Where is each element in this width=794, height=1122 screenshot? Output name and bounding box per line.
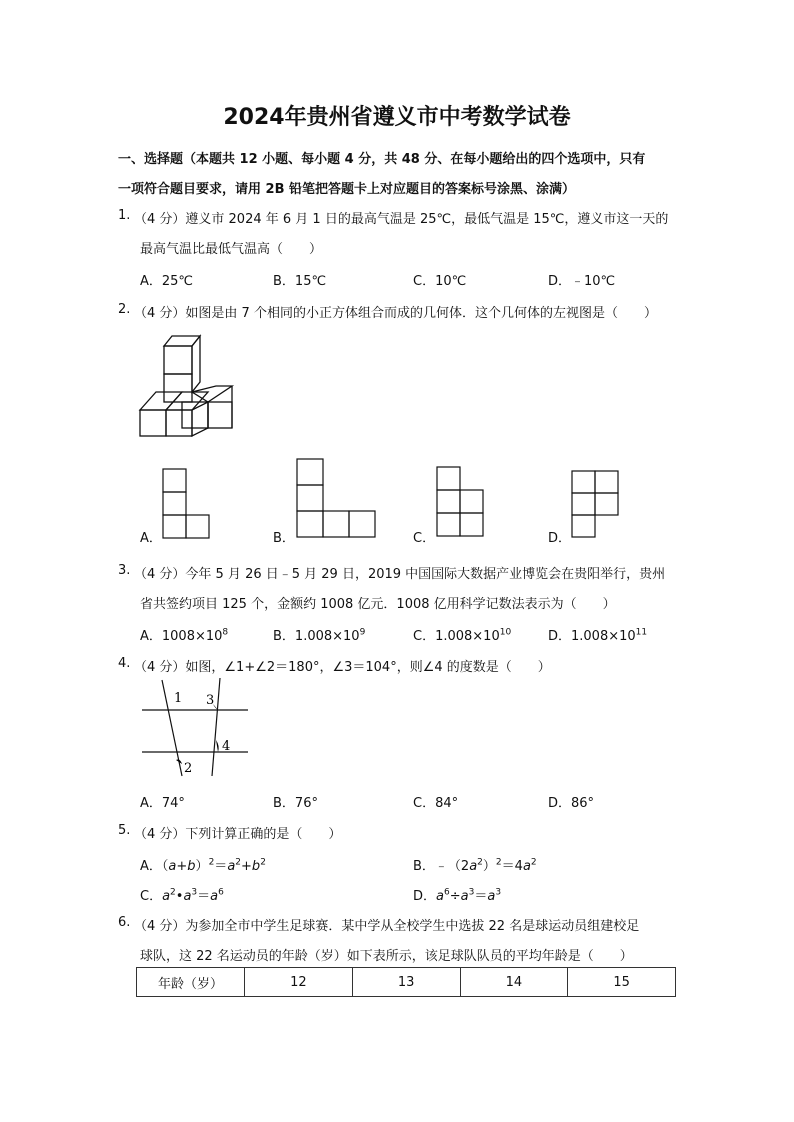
q1-option-a: A．25℃	[140, 274, 194, 289]
q2-view-c	[436, 466, 486, 540]
q4-option-d: D．86°	[548, 796, 595, 811]
q3-number: 3.	[118, 563, 131, 578]
q2-number: 2.	[118, 302, 131, 317]
cube-face	[208, 402, 232, 428]
section-heading-line1: 一、选择题（本题共 12 小题、每小题 4 分，共 48 分、在每小题给出的四个选项中，只有	[118, 152, 646, 167]
q3-option-d: D．$1.008\times 10^{11}$	[548, 627, 648, 644]
q4-angle-figure	[136, 676, 256, 780]
q1-text-line2: 最高气温比最低气温高（ ）	[140, 242, 323, 257]
angle-arc-4	[216, 740, 219, 752]
q5-option-b: B．$﹣(2a^2)^2=4a^2$	[413, 857, 537, 874]
q1-option-c: C．10℃	[413, 274, 467, 289]
table-cell: 15	[568, 968, 676, 997]
q3-option-c: C．$1.008\times 10^{10}$	[413, 627, 512, 644]
table-cell: 12	[245, 968, 353, 997]
q5-number: 5.	[118, 823, 131, 838]
cube-top	[140, 392, 182, 410]
page-title: 2024年贵州省遵义市中考数学试卷	[223, 105, 571, 130]
q2-option-d: D．	[548, 531, 572, 546]
cube-face	[140, 410, 166, 436]
q2-option-a: A．	[140, 531, 162, 546]
q5-option-a: A．$(a+b)^2=a^2+b^2$	[140, 857, 266, 874]
angle-label-3: 3	[206, 693, 215, 708]
q1-text-line1: （4 分）遵义市 2024 年 6 月 1 日的最高气温是 25℃，最低气温是 15℃，遵义市这一天的	[134, 212, 669, 227]
q3-option-a: A．$1008\times 10^8$	[140, 627, 229, 644]
q6-number: 6.	[118, 915, 131, 930]
q2-view-a	[162, 468, 214, 542]
q1-option-b: B．15℃	[273, 274, 327, 289]
section-heading-line2: 一项符合题目要求，请用 2B 铅笔把答题卡上对应题目的答案标号涂黑、涂满）	[118, 182, 576, 197]
angle-label-4: 4	[222, 739, 231, 754]
q3-text-line2: 省共签约项目 125 个，金额约 1008 亿元．1008 亿用科学记数法表示为（ ）	[140, 597, 616, 612]
q6-text-line2: 球队，这 22 名运动员的年龄（岁）如下表所示，该足球队队员的平均年龄是（ ）	[140, 949, 633, 964]
q4-option-b: B．76°	[273, 796, 318, 811]
cube-face	[164, 346, 192, 374]
angle-label-1: 1	[174, 691, 183, 706]
q2-option-c: C．	[413, 531, 436, 546]
table-row	[137, 968, 676, 997]
cube-top	[164, 336, 200, 346]
q2-view-b	[296, 458, 378, 542]
angle-label-2: 2	[184, 761, 193, 776]
q5-text: （4 分）下列计算正确的是（ ）	[134, 827, 342, 842]
q6-text-line1: （4 分）为参加全市中学生足球赛．某中学从全校学生中选拔 22 名是球运动员组建校足	[134, 919, 640, 934]
q2-cube-figure	[132, 330, 242, 442]
cube-face	[164, 374, 192, 402]
cube-face	[166, 410, 192, 436]
q4-number: 4.	[118, 656, 131, 671]
q6-age-table	[136, 967, 676, 997]
table-cell: 14	[460, 968, 568, 997]
q5-option-d: D．$a^6\div a^3=a^3$	[413, 887, 502, 904]
q2-text: （4 分）如图是由 7 个相同的小正方体组合而成的几何体．这个几何体的左视图是（ ）	[134, 306, 657, 321]
cube-top	[166, 392, 208, 410]
table-header-cell: 年龄（岁）	[137, 968, 245, 997]
q3-text-line1: （4 分）今年 5 月 26 日﹣5 月 29 日，2019 中国国际大数据产业博览会在贵阳举行，贵州	[134, 567, 666, 582]
cube-side	[192, 336, 200, 392]
q2-option-b: B．	[273, 531, 295, 546]
q1-number: 1.	[118, 208, 131, 223]
q4-option-a: A．74°	[140, 796, 185, 811]
q1-option-d: D．﹣10℃	[548, 274, 616, 289]
q5-option-c: C．$a^2•a^3=a^6$	[140, 887, 224, 904]
cube-top	[192, 386, 232, 402]
q2-view-d	[571, 470, 621, 542]
table-cell: 13	[352, 968, 460, 997]
q4-option-c: C．84°	[413, 796, 459, 811]
q3-option-b: B．$1.008\times 10^9$	[273, 627, 366, 644]
q4-text: （4 分）如图，∠1+∠2＝180°，∠3＝104°，则∠4 的度数是（ ）	[134, 660, 551, 675]
